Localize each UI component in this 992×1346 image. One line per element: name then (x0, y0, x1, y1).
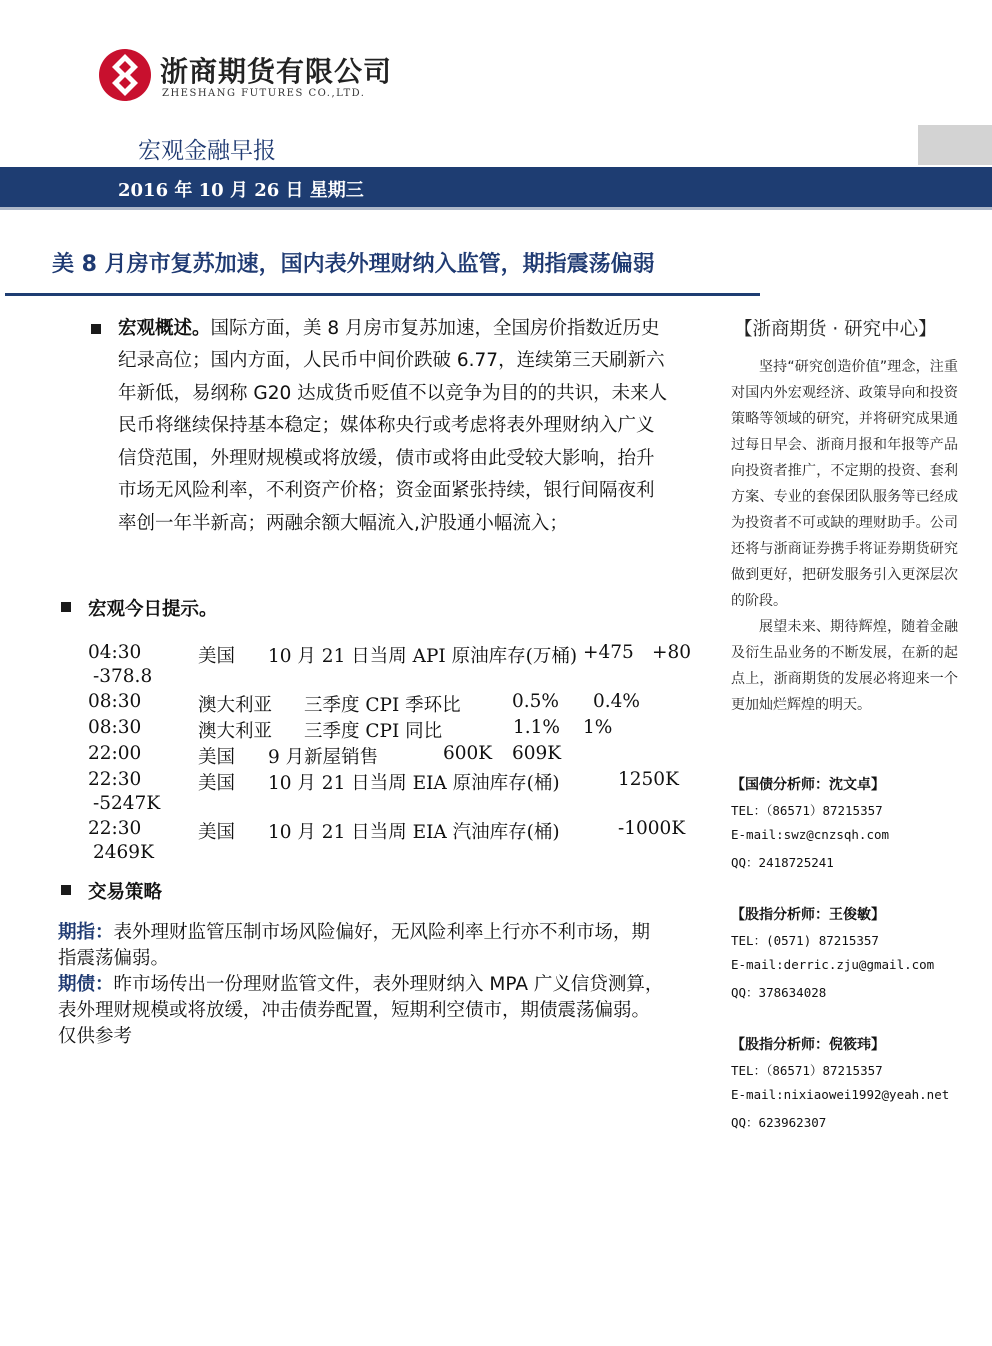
analyst-qq: QQ：378634028 (731, 985, 827, 1000)
strategy-heading: 交易策略 (88, 882, 163, 903)
calendar-country: 美国 (198, 822, 236, 843)
strategy-index-line-1: 期指：表外理财监管压制市场风险偏好，无风险利率上行亦不利市场，期 (58, 922, 651, 943)
report-date: 2016 年 10 月 26 日 星期三 (118, 180, 364, 201)
calendar-value-a: -1000K (618, 818, 686, 839)
overview-line-1: 宏观概述。国际方面，美 8 月房市复苏加速，全国房价指数近历史 (118, 318, 660, 339)
analyst-name: 【股指分析师：倪筱玮】 (731, 1037, 885, 1053)
calendar-country: 美国 (198, 773, 236, 794)
overview-line-4: 民币将继续保持基本稳定；媒体称央行或考虑将表外理财纳入广义 (118, 415, 655, 436)
analyst-email[interactable]: E-mail:nixiaowei1992@yeah.net (731, 1087, 950, 1102)
analyst-tel: TEL：（86571）87215357 (731, 1063, 883, 1078)
strategy-bond-line-1: 期债：昨市场传出一份理财监管文件，表外理财纳入 MPA 广义信贷测算， (58, 974, 664, 995)
calendar-time: 08:30 (88, 717, 142, 738)
calendar-value-b: 1% (583, 717, 613, 738)
calendar-event: 9 月新屋销售 (268, 747, 379, 768)
company-logo-icon (98, 48, 152, 102)
sidebar-para-1: 坚持“研究创造价值”理念，注重对国内外宏观经济、政策导向和投资策略等领域的研究，并将研究成果通过每日早会、浙商月报和年报等产品向投资者推广，不定期的投资、套利方案、专业的套保团队服务等已经成为投资者不可或缺的理财助手。公司还将与浙商证券携手将证券期货研究做到更好，把研发服务引入更深层次的阶段。 (731, 359, 958, 609)
calendar-value-c: 2469K (93, 842, 154, 863)
sidebar-title: 【浙商期货 · 研究中心】 (734, 319, 937, 340)
calendar-event: 10 月 21 日当周 EIA 汽油库存(桶) (268, 822, 560, 843)
calendar-value-a: +475 (583, 642, 634, 663)
overview-label: 宏观概述。 (118, 318, 211, 339)
calendar-country: 澳大利亚 (198, 721, 273, 742)
calendar-time: 22:30 (88, 818, 142, 839)
calendar-event: 10 月 21 日当周 API 原油库存(万桶) (268, 646, 578, 667)
calendar-country: 澳大利亚 (198, 695, 273, 716)
calendar-event: 三季度 CPI 季环比 (304, 695, 461, 716)
strategy-index-line-2: 指震荡偏弱。 (58, 948, 170, 969)
calendar-time: 22:00 (88, 743, 142, 764)
calendar-value-b: 0.4% (593, 691, 640, 712)
bullet-icon (61, 602, 71, 612)
disclaimer: 仅供参考 (58, 1026, 133, 1047)
analyst-name: 【国债分析师：沈文卓】 (731, 777, 885, 793)
sidebar-intro (731, 354, 958, 718)
overview-line-5: 信贷范围，外理财规模或将放缓，债市或将由此受较大影响，抬升 (118, 448, 655, 469)
analyst-qq: QQ：2418725241 (731, 855, 834, 870)
sidebar-para-2: 展望未来、期待辉煌，随着金融及衍生品业务的不断发展，在新的起点上，浙商期货的发展必将迎来一个更加灿烂辉煌的明天。 (731, 619, 958, 713)
header-gray-block (918, 125, 992, 165)
index-futures-label: 期指： (58, 922, 114, 943)
calendar-event: 10 月 21 日当周 EIA 原油库存(桶) (268, 773, 560, 794)
headline-divider (5, 293, 760, 296)
analyst-tel: TEL：(0571) 87215357 (731, 933, 879, 948)
analyst-email[interactable]: E-mail:swz@cnzsqh.com (731, 827, 890, 842)
calendar-value-b: +80 (652, 642, 692, 663)
company-name-en: ZHESHANG FUTURES CO.,LTD. (162, 88, 366, 99)
calendar-value-a: 1.1% (513, 717, 560, 738)
overview-line-7: 率创一年半新高；两融余额大幅流入,沪股通小幅流入； (118, 513, 568, 534)
calendar-time: 04:30 (88, 642, 142, 663)
overview-line-2: 纪录高位；国内方面，人民币中间价跌破 6.77，连续第三天刷新六 (118, 350, 665, 371)
calendar-value-a: 600K (443, 743, 493, 764)
bullet-icon (91, 324, 101, 334)
strategy-bond-line-2: 表外理财规模或将放缓，冲击债券配置，短期利空债市，期债震荡偏弱。 (58, 1000, 651, 1021)
calendar-value-b: 609K (512, 743, 562, 764)
overview-line-6: 市场无风险利率，不利资产价格；资金面紧张持续，银行间隔夜利 (118, 480, 655, 501)
analyst-name: 【股指分析师：王俊敏】 (731, 907, 885, 923)
analyst-tel: TEL：（86571）87215357 (731, 803, 883, 818)
bond-futures-label: 期债： (58, 974, 114, 995)
bullet-icon (61, 885, 71, 895)
calendar-value-c: -5247K (93, 793, 161, 814)
calendar-value-a: 1250K (618, 769, 679, 790)
calendar-country: 美国 (198, 646, 236, 667)
calendar-country: 美国 (198, 747, 236, 768)
calendar-event: 三季度 CPI 同比 (304, 721, 443, 742)
calendar-time: 22:30 (88, 769, 142, 790)
analyst-email[interactable]: E-mail:derric.zju@gmail.com (731, 957, 935, 972)
report-type-title: 宏观金融早报 (138, 138, 276, 164)
calendar-time: 08:30 (88, 691, 142, 712)
overview-line-3: 年新低，易纲称 G20 达成货币贬值不以竞争为目的的共识，未来人 (118, 383, 668, 404)
company-name-cn: 浙商期货有限公司 (160, 55, 393, 88)
headline: 美 8 月房市复苏加速，国内表外理财纳入监管，期指震荡偏弱 (52, 252, 655, 277)
calendar-heading: 宏观今日提示。 (88, 599, 218, 620)
analyst-qq: QQ：623962307 (731, 1115, 827, 1130)
calendar-value-a: 0.5% (512, 691, 559, 712)
calendar-value-c: -378.8 (93, 666, 153, 687)
